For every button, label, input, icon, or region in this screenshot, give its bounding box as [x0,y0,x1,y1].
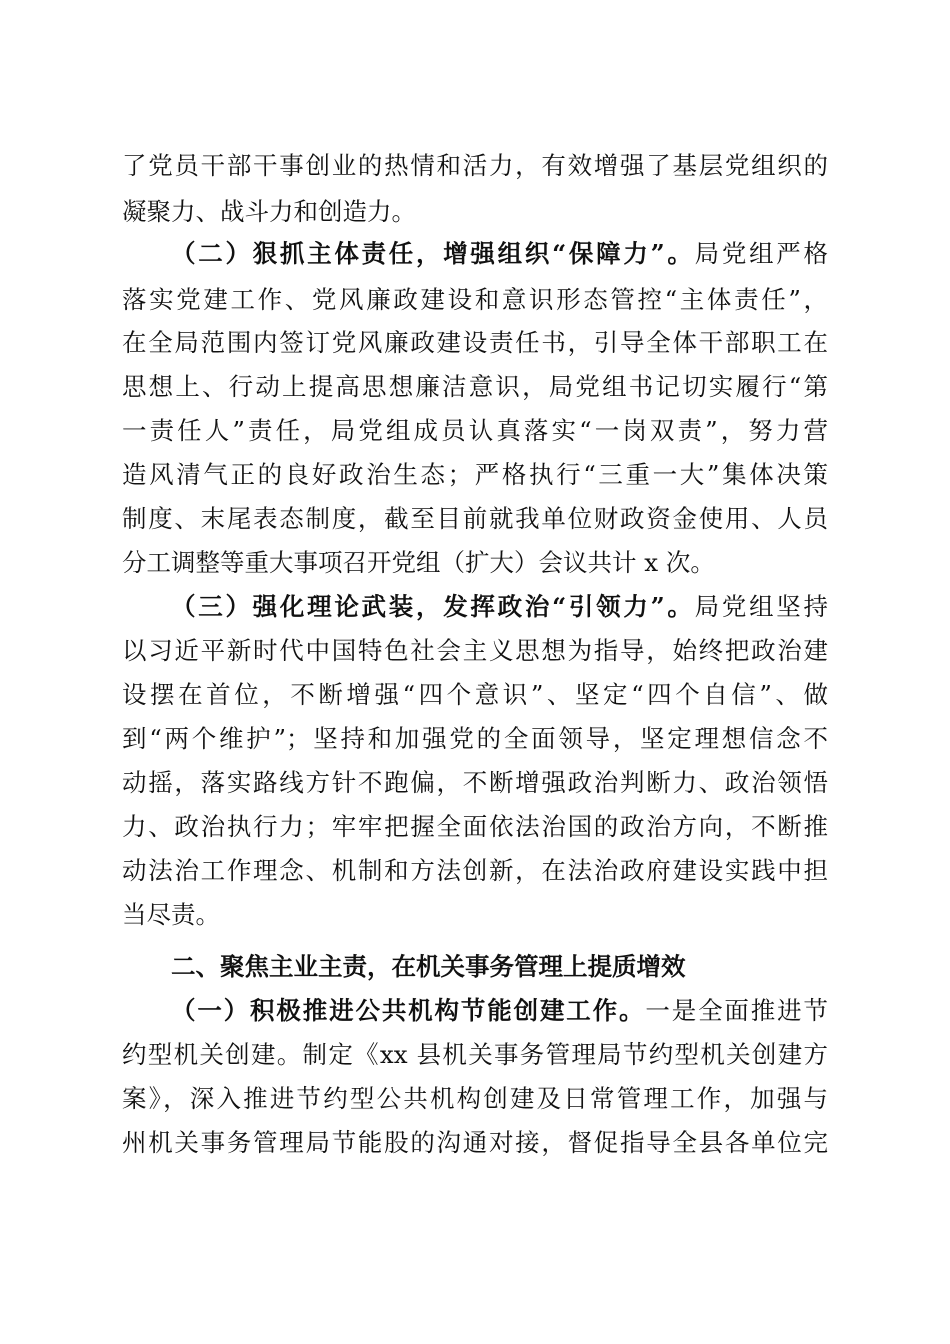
body-text-line: 动法治工作理念、机制和方法创新，在法治政府建设实践中担 [122,856,828,885]
body-text-line: 分工调整等重大事项召开党组（扩大）会议共计 x 次。 [122,548,715,577]
body-text-line: 动摇，落实路线方针不跑偏，不断增强政治判断力、政治领悟 [122,768,828,797]
body-text-line: 以习近平新时代中国特色社会主义思想为指导，始终把政治建 [122,636,828,665]
body-text-line: 落实党建工作、党风廉政建设和意识形态管控“主体责任”， [122,285,828,314]
body-text-line: 了党员干部干事创业的热情和活力，有效增强了基层党组织的 [122,151,828,180]
body-text-line: 思想上、行动上提高思想廉洁意识，局党组书记切实履行“第 [122,372,828,401]
paragraph-lead-heading: （三）强化理论武装，发挥政治“引领力”。 [171,592,695,621]
body-text: 一是全面推进节 [645,996,828,1025]
body-text-line: 一责任人”责任，局党组成员认真落实“一岗双责”，努力营 [122,416,828,445]
body-text-line: 在全局范围内签订党风廉政建设责任书，引导全体干部职工在 [122,328,828,357]
section-heading: 二、聚焦主业主责，在机关事务管理上提质增效 [171,952,686,981]
body-text: 局党组坚持 [694,592,829,621]
body-text-line: 到“两个维护”；坚持和加强党的全面领导，坚定理想信念不 [122,724,828,753]
paragraph-first-line [171,235,828,273]
body-text-line: 设摆在首位，不断增强“四个意识”、坚定“四个自信”、做 [122,680,828,709]
body-text-line: 力、政治执行力；牢牢把握全面依法治国的政治方向，不断推 [122,812,828,841]
paragraph-first-line [171,588,828,626]
body-text-line: 造风清气正的良好政治生态；严格执行“三重一大”集体决策 [122,460,828,489]
body-text-line: 案》，深入推进节约型公共机构创建及日常管理工作，加强与 [122,1084,828,1113]
body-text-line: 约型机关创建。制定《xx 县机关事务管理局节约型机关创建方 [122,1040,828,1069]
paragraph-lead-heading: （一）积极推进公共机构节能创建工作。 [171,996,646,1025]
body-text-line: 制度、末尾表态制度，截至目前就我单位财政资金使用、人员 [122,504,828,533]
paragraph-lead-heading: （二）狠抓主体责任，增强组织“保障力”。 [171,239,695,268]
body-text-line: 当尽责。 [122,900,220,929]
body-text-line: 凝聚力、战斗力和创造力。 [122,197,416,226]
paragraph-first-line [171,992,828,1030]
body-text-line: 州机关事务管理局节能股的沟通对接，督促指导全县各单位完 [122,1128,828,1157]
body-text: 局党组严格 [694,239,829,268]
